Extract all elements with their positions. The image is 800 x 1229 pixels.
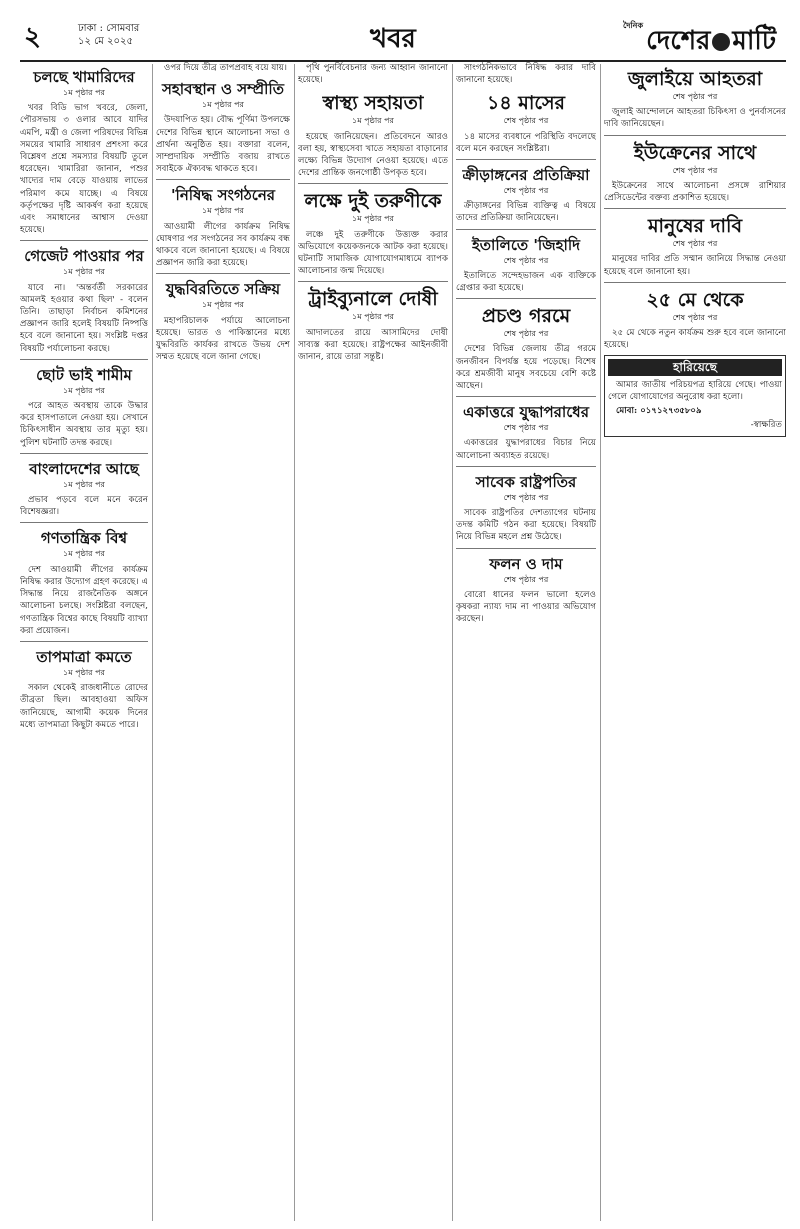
- column-2: [156, 62, 290, 1223]
- headline: স্বাস্থ্য সহায়তা: [322, 92, 424, 115]
- divider: [156, 179, 290, 180]
- headline: ফলন ও দাম: [489, 554, 563, 573]
- lost-notice-text: আমার জাতীয় পরিচয়পত্র হারিয়ে গেছে। পাওয়া গেলে যোগাযোগের অনুরোধ করা হলো।: [608, 379, 782, 402]
- article-text: সাংগঠনিকভাবে নিষিদ্ধ করার দাবি জানানো হয়েছে।: [456, 63, 596, 86]
- headline: গেজেট পাওয়ার পর: [24, 247, 144, 266]
- continuation-note: ১ম পৃষ্ঠার পর: [63, 88, 105, 97]
- continuation-note: শেষ পৃষ্ঠার পর: [503, 186, 549, 196]
- divider: [298, 183, 448, 184]
- divider: [456, 159, 596, 160]
- headline: জুলাইয়ে আহতরা: [627, 68, 763, 90]
- headline: সাবেক রাষ্ট্রপতির: [475, 472, 577, 491]
- article-text: দেশের বিভিন্ন জেলায় তীব্র গরমে জনজীবন বিপর্যস্ত হয়ে পড়েছে। বিশেষ করে শ্রমজীবী মানুষ সবচেয়ে বেশি কষ্টে আছেন।: [456, 344, 596, 392]
- article-text: আদালতের রায়ে আসামিদের দোষী সাব্যস্ত করা হয়েছে। রাষ্ট্রপক্ষের আইনজীবী জানান, রায়ে তারা সন্তুষ্ট।: [298, 327, 448, 363]
- continuation-note: শেষ পৃষ্ঠার পর: [503, 423, 549, 433]
- column-3: [298, 62, 448, 1223]
- continuation-note: ১ম পৃষ্ঠার পর: [202, 100, 244, 110]
- headline: প্রচণ্ড গরমে: [481, 305, 571, 328]
- divider: [456, 466, 596, 467]
- article-text: মানুষের দাবির প্রতি সম্মান জানিয়ে সিদ্ধান্ত নেওয়া হয়েছে বলে জানানো হয়।: [604, 254, 786, 277]
- divider: [456, 548, 596, 549]
- headline: বাংলাদেশের আছে: [29, 459, 139, 478]
- column-divider: [294, 64, 295, 1221]
- article-text: প্রভাব পড়বে বলে মনে করেন বিশেষজ্ঞরা।: [20, 495, 148, 518]
- article-text: ২৫ মে থেকে নতুন কার্যক্রম শুরু হবে বলে জানানো হয়েছে।: [604, 328, 786, 351]
- article-text: পরে আহত অবস্থায় তাকে উদ্ধার করে হাসপাতালে নেওয়া হয়। সেখানে চিকিৎসাধীন অবস্থায় তার মৃত্যু হয়। পুলিশ ঘটনাটি তদন্ত করছে।: [20, 401, 148, 448]
- article-text: লঞ্চে দুই তরুণীকে উত্ত্যক্ত করার অভিযোগে কয়েকজনকে আটক করা হয়েছে। ঘটনাটি সামাজিক যোগাযোগমাধ্যমে ব্যাপক আলোচনার জন্ম দিয়েছে।: [298, 229, 448, 277]
- headline: সহাবস্থান ও সম্প্রীতি: [162, 80, 284, 99]
- continuation-note: শেষ পৃষ্ঠার পর: [672, 239, 718, 249]
- brand-part2: মাটি: [732, 26, 776, 56]
- column-divider: [152, 64, 153, 1221]
- article-text: একাত্তরের যুদ্ধাপরাধের বিচার নিয়ে আলোচনা অব্যাহত রয়েছে।: [456, 438, 596, 461]
- divider: [156, 273, 290, 274]
- continuation-note: ১ম পৃষ্ঠার পর: [202, 300, 244, 310]
- column-1: [20, 62, 148, 1223]
- continuation-note: শেষ পৃষ্ঠার পর: [503, 574, 549, 584]
- globe-icon: [712, 33, 730, 51]
- headline: লক্ষে দুই তরুণীকে: [304, 190, 442, 213]
- article-text: ইউক্রেনের সাথে আলোচনা প্রসঙ্গে রাশিয়ার প্রেসিডেন্টের বক্তব্য প্রকাশিত হয়েছে।: [604, 180, 786, 204]
- continuation-note: ১ম পৃষ্ঠার পর: [63, 549, 105, 559]
- continuation-note: ১ম পৃষ্ঠার পর: [63, 479, 105, 489]
- continuation-note: ১ম পৃষ্ঠার পর: [63, 385, 105, 395]
- article-text: উদযাপিত হয়। বৌদ্ধ পূর্ণিমা উপলক্ষে দেশের বিভিন্ন স্থানে আলোচনা সভা ও প্রার্থনা অনুষ্ঠিত হয়। বক্তারা বলেন, সাম্প্রদায়িক সম্প্রীতি বজায় রাখতে সবাইকে ঐক্যবদ্ধ থাকতে হবে।: [156, 115, 290, 175]
- continuation-note: ১ম পৃষ্ঠার পর: [352, 312, 394, 322]
- article-text: যাবে না। 'অন্তর্বর্তী সরকারের আমলই হওয়ার কথা ছিল' - বলেন তিনি। তাছাড়া নির্বাচন কমিশনের প্রজ্ঞাপন জারি হলেই বিষয়টি নিষ্পত্তি হবে বলে জানানো হয়। সংশ্লিষ্ট দপ্তর বিষয়টি পর্যালোচনা করছে।: [20, 282, 148, 354]
- headline: ট্রাইব্যুনালে দোষী: [308, 288, 438, 311]
- article-text: দেশ আওয়ামী লীগের কার্যক্রম নিষিদ্ধ করার উদ্যোগ গ্রহণ করেছে। এ সিদ্ধান্ত নিয়ে রাজনৈতিক অঙ্গনে আলোচনা চলছে। সংশ্লিষ্টরা বলছেন, গণতান্ত্রিক বিশ্বের কাছে বিষয়টি ব্যাখ্যা করা প্রয়োজন।: [20, 564, 148, 636]
- continuation-note: ১ম পৃষ্ঠার পর: [63, 267, 105, 277]
- article-text: ক্রীড়াঙ্গনের বিভিন্ন ব্যক্তিত্ব এ বিষয়ে তাদের প্রতিক্রিয়া জানিয়েছেন।: [456, 201, 596, 224]
- article-text: ওপর দিয়ে তীব্র তাপপ্রবাহ বয়ে যায়।: [164, 63, 287, 73]
- article-text: আওয়ামী লীগের কার্যক্রম নিষিদ্ধ ঘোষণার পর সংগঠনের সব কার্যক্রম বন্ধ থাকবে বলে জানানো হয়েছে। এ বিষয়ে প্রজ্ঞাপন জারি করা হয়েছে।: [156, 221, 290, 269]
- continuation-note: শেষ পৃষ্ঠার পর: [672, 92, 718, 101]
- headline: ১৪ মাসের: [487, 92, 565, 115]
- headline: একাত্তরে যুদ্ধাপরাধের: [463, 403, 589, 422]
- divider: [20, 522, 148, 523]
- continuation-note: ১ম পৃষ্ঠার পর: [352, 116, 394, 126]
- column-4: [456, 62, 596, 1223]
- article-text: সাবেক রাষ্ট্রপতির দেশত্যাগের ঘটনায় তদন্ত কমিটি গঠন করা হয়েছে। বিষয়টি নিয়ে বিভিন্ন মহলে প্রশ্ন উঠেছে।: [456, 508, 596, 543]
- column-5: [604, 62, 786, 1223]
- continuation-note: ১ম পৃষ্ঠার পর: [202, 206, 244, 216]
- article-text: পৃথি পুনর্বিবেচনার জন্য আহ্বান জানানো হয়েছে।: [298, 63, 448, 86]
- continuation-note: শেষ পৃষ্ঠার পর: [672, 165, 718, 175]
- section-title: খবর: [370, 24, 416, 54]
- divider: [298, 281, 448, 282]
- article-text: সকাল থেকেই রাজধানীতে রোদের তীব্রতা ছিল। আবহাওয়া অফিস জানিয়েছে, আগামী কয়েক দিনের মধ্যে তাপমাত্রা কিছুটা কমতে পারে।: [20, 683, 148, 730]
- continuation-note: ১ম পৃষ্ঠার পর: [63, 667, 105, 677]
- lost-notice-phone: মোবা: ০১৭১২৭৩৫৮০৯: [616, 406, 702, 417]
- date: ১২ মে ২০২৫: [78, 36, 133, 47]
- divider: [456, 298, 596, 299]
- brand-part1: দেশের: [646, 26, 711, 56]
- headline: 'নিষিদ্ধ সংগঠনের: [170, 186, 276, 205]
- continuation-note: শেষ পৃষ্ঠার পর: [503, 329, 549, 339]
- divider: [20, 453, 148, 454]
- column-divider: [600, 64, 601, 1221]
- headline: মানুষের দাবি: [647, 215, 743, 238]
- divider: [20, 359, 148, 360]
- date-line: [78, 22, 139, 48]
- article-text: ১৪ মাসের ব্যবধানে পরিস্থিতি বদলেছে বলে মনে করছেন সংশ্লিষ্টরা।: [456, 131, 596, 154]
- column-divider: [452, 64, 453, 1221]
- headline: ক্রীড়াঙ্গনের প্রতিক্রিয়া: [462, 166, 590, 185]
- divider: [604, 282, 786, 283]
- article-text: ইতালিতে সন্দেহভাজন এক ব্যক্তিকে গ্রেপ্তার করা হয়েছে।: [456, 270, 596, 294]
- headline: ২৫ মে থেকে: [646, 288, 744, 311]
- page-number: ২: [24, 22, 41, 52]
- masthead: [20, 16, 786, 62]
- divider: [604, 135, 786, 136]
- headline: ছোট ভাই শামীম: [36, 365, 132, 384]
- brand-logo: [623, 20, 776, 64]
- article-text: হয়েছে জানিয়েছেন। প্রতিবেদনে আরও বলা হয়, স্বাস্থ্যসেবা খাতে সহায়তা বাড়ানোর লক্ষ্যে বিভিন্ন উদ্যোগ নেওয়া হয়েছে। এতে দেশের প্রান্তিক জনগোষ্ঠী উপকৃত হবে।: [298, 131, 448, 179]
- headline: চলছে খামারিদের: [33, 68, 135, 86]
- continuation-note: ১ম পৃষ্ঠার পর: [352, 214, 394, 224]
- headline: ইউক্রেনের সাথে: [633, 141, 757, 164]
- continuation-note: শেষ পৃষ্ঠার পর: [503, 492, 549, 502]
- divider: [20, 240, 148, 241]
- article-text: বোরো ধানের ফলন ভালো হলেও কৃষকরা ন্যায্য দাম না পাওয়ার অভিযোগ করছেন।: [456, 589, 596, 625]
- divider: [604, 208, 786, 209]
- headline: গণতান্ত্রিক বিশ্ব: [40, 529, 128, 548]
- article-text: জুলাই আন্দোলনে আহতরা চিকিৎসা ও পুনর্বাসনের দাবি জানিয়েছেন।: [604, 107, 786, 130]
- city-day: ঢাকা : সোমবার: [78, 23, 140, 34]
- lost-notice-title: হারিয়েছে: [608, 359, 782, 375]
- brand-small: দৈনিক: [622, 20, 644, 30]
- lost-notice: [604, 355, 786, 437]
- continuation-note: শেষ পৃষ্ঠার পর: [672, 312, 718, 322]
- lost-notice-signature: -স্বাক্ষরিত: [750, 420, 782, 431]
- divider: [456, 396, 596, 397]
- headline: তাপমাত্রা কমতে: [36, 647, 132, 666]
- divider: [456, 229, 596, 230]
- headline: যুদ্ধবিরতিতে সক্রিয়: [165, 280, 281, 299]
- headline: ইতালিতে 'জিহাদি: [471, 235, 581, 254]
- article-text: মহাপরিচালক পর্যায়ে আলোচনা হয়েছে। ভারত ও পাকিস্তানের মধ্যে যুদ্ধবিরতি কার্যকর রাখতে উভয় দেশ সম্মত হয়েছে বলে জানা গেছে।: [156, 315, 290, 363]
- continuation-note: শেষ পৃষ্ঠার পর: [503, 255, 549, 265]
- divider: [20, 641, 148, 642]
- continuation-note: শেষ পৃষ্ঠার পর: [503, 116, 549, 126]
- article-text: খবর বিডি ভাগ খবরে, জেলা, পৌরসভায় ৩ ওলার আবে যাদির এমপি, মন্ত্রী ও জেলা পরিষদের বিভিন্ন সময়ের খামারি সাধারণ প্রশংসা করে বিশ্লেষণ প্রশ্নে সমস্যার বিষয়টি তুলে ধরেছেন। খামারিরা জানান, পশুর খাদ্যের দাম বেড়ে যাওয়ায় লাভের পরিমাণ কমে যাচ্ছে। এ বিষয়ে কর্তৃপক্ষের দৃষ্টি আকর্ষণ করা হয়েছে এবং সমাধানের আশ্বাস দেওয়া হয়েছে।: [20, 103, 148, 236]
